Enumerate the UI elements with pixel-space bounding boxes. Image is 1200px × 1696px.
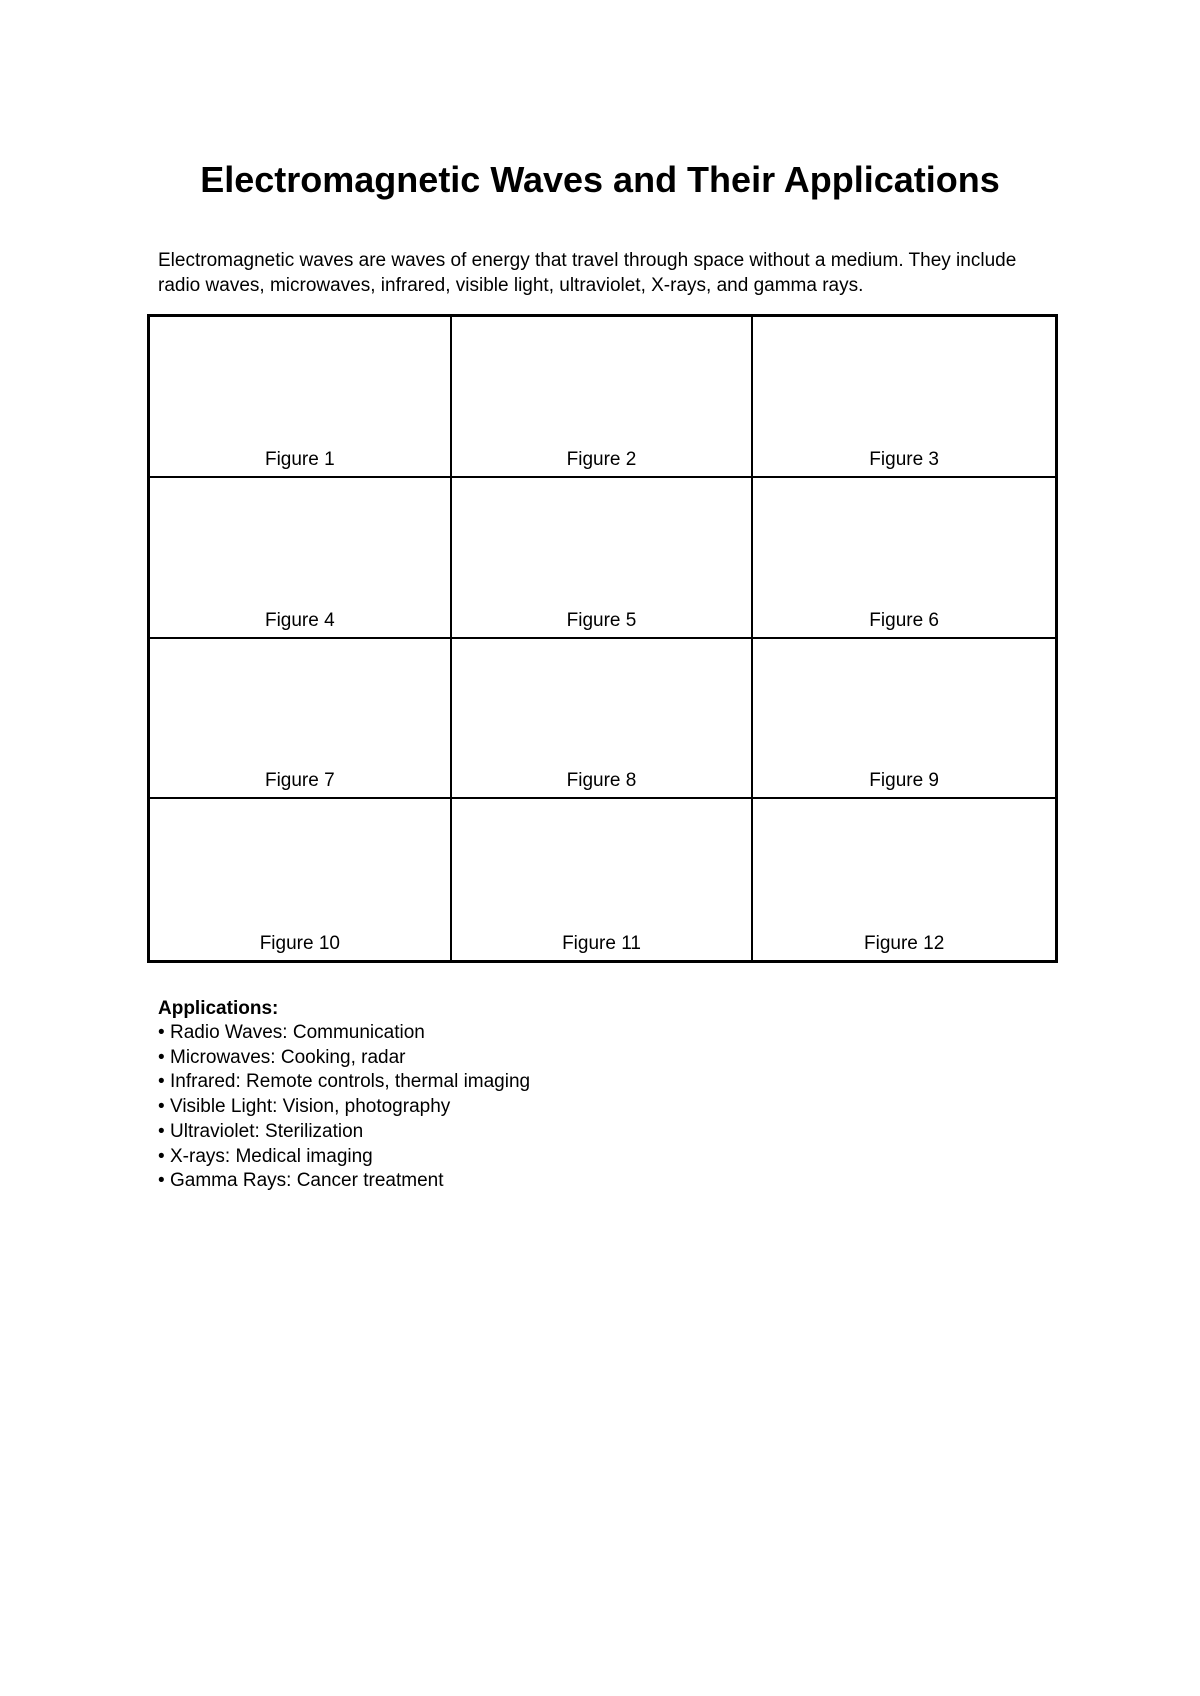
figure-cell-12 — [753, 799, 1055, 960]
figure-caption: Figure 2 — [566, 448, 637, 470]
figure-cell-2 — [452, 317, 754, 478]
figure-cell-7 — [150, 639, 452, 800]
figure-cell-5 — [452, 478, 754, 639]
list-item — [158, 1169, 858, 1194]
figure-grid — [147, 314, 1058, 963]
figure-caption: Figure 10 — [259, 933, 340, 954]
figure-cell-4 — [150, 478, 452, 639]
figure-caption: Figure 12 — [864, 933, 945, 954]
list-item — [158, 1021, 858, 1046]
list-item-text: Infrared: Remote controls, thermal imaging — [170, 1071, 531, 1093]
figure-cell-1 — [150, 317, 452, 478]
list-item — [158, 1145, 858, 1170]
figure-caption: Figure 7 — [264, 770, 335, 792]
list-item — [158, 1070, 858, 1095]
list-item-text: Radio Waves: Communication — [170, 1022, 425, 1043]
list-item-text: Ultraviolet: Sterilization — [170, 1120, 364, 1142]
list-item — [158, 1046, 858, 1071]
figure-cell-9 — [753, 639, 1055, 800]
figure-cell-3 — [753, 317, 1055, 478]
bullet-icon: • — [158, 1046, 165, 1068]
figure-cell-6 — [753, 478, 1055, 639]
bullet-icon: • — [158, 1145, 165, 1167]
bullet-icon: • — [158, 1022, 165, 1043]
list-item — [158, 1120, 858, 1145]
applications-list — [158, 1021, 858, 1194]
figure-caption: Figure 5 — [566, 609, 637, 631]
list-item-text: X-rays: Medical imaging — [170, 1145, 373, 1167]
applications-heading: Applications: — [158, 998, 279, 1019]
list-item — [158, 1095, 858, 1120]
bullet-icon: • — [158, 1170, 165, 1192]
bullet-icon: • — [158, 1120, 165, 1142]
figure-caption: Figure 1 — [264, 448, 335, 470]
intro-paragraph: Electromagnetic waves are waves of energy that travel through space without a medium. They include radio waves, microwaves, infrared, visible light, ultraviolet, X-rays, and gamma rays. — [158, 250, 1017, 296]
page-title: Electromagnetic Waves and Their Applications — [200, 159, 1000, 200]
figure-cell-11 — [452, 799, 754, 960]
figure-cell-10 — [150, 799, 452, 960]
figure-caption: Figure 11 — [562, 933, 641, 954]
list-item-text: Gamma Rays: Cancer treatment — [170, 1170, 444, 1192]
figure-caption: Figure 6 — [869, 609, 939, 631]
bullet-icon: • — [158, 1071, 165, 1093]
bullet-icon: • — [158, 1096, 165, 1118]
figure-caption: Figure 9 — [869, 770, 939, 792]
figure-cell-8 — [452, 639, 754, 800]
figure-caption: Figure 8 — [566, 770, 637, 792]
figure-caption: Figure 3 — [869, 448, 939, 470]
list-item-text: Visible Light: Vision, photography — [170, 1096, 451, 1118]
applications-section — [158, 996, 858, 1194]
figure-caption: Figure 4 — [264, 609, 335, 631]
list-item-text: Microwaves: Cooking, radar — [170, 1046, 406, 1068]
